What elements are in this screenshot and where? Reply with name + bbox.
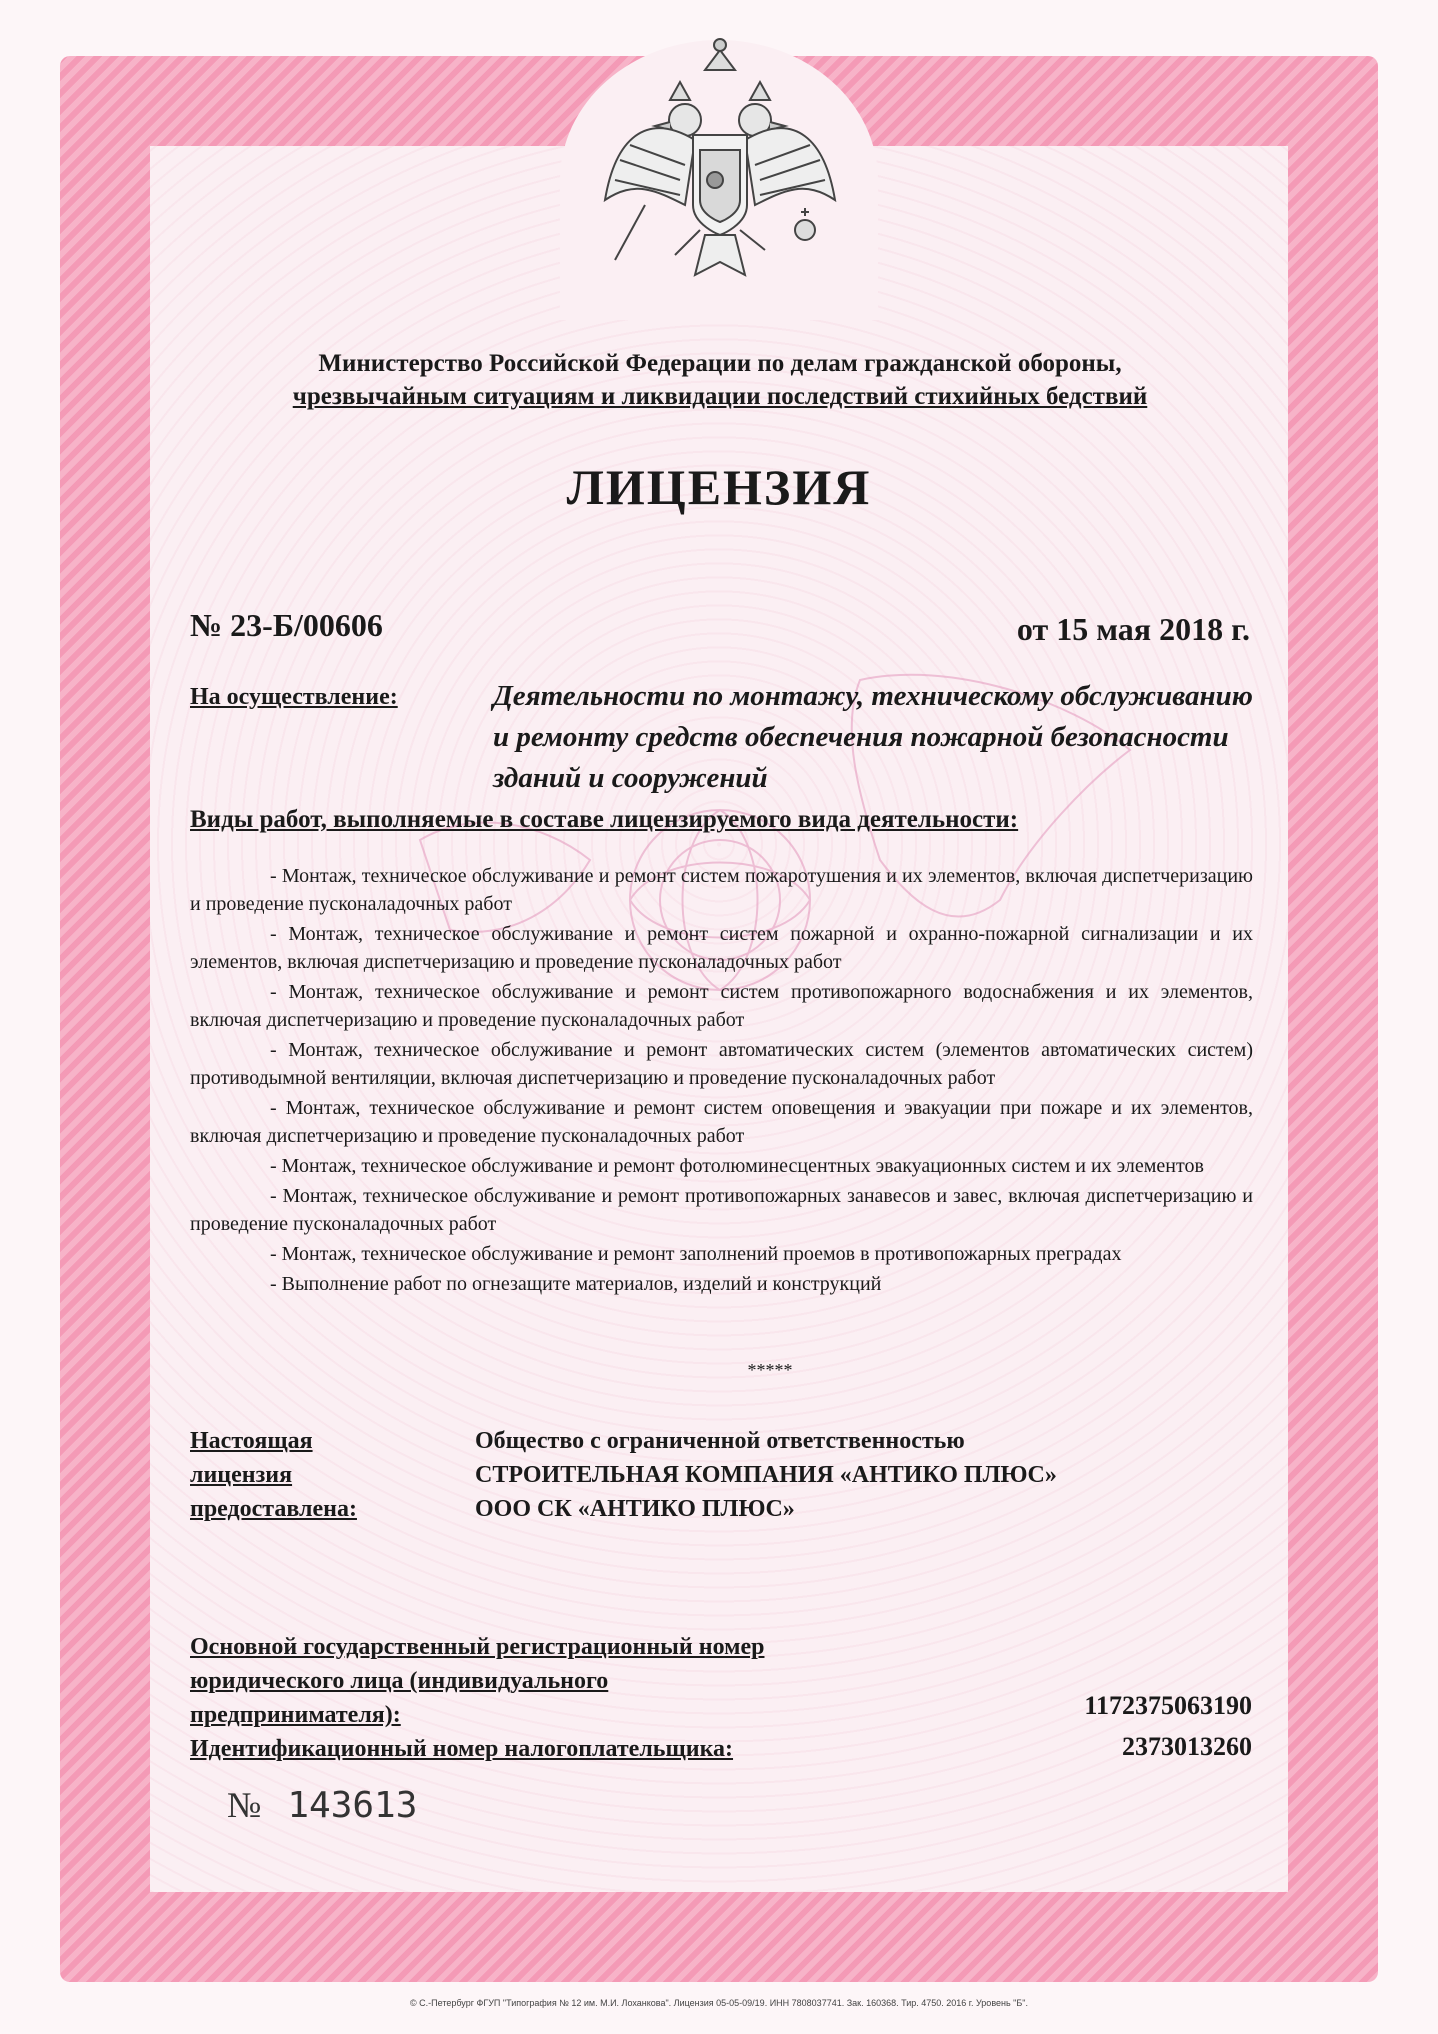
work-item: - Монтаж, техническое обслуживание и ремонт противопожарных занавесов и завес, включая диспетчеризацию и проведение пусконаладочных работ xyxy=(190,1185,1253,1235)
inn-label: Идентификационный номер налогоплательщика: xyxy=(190,1736,734,1762)
purpose-text: Деятельности по монтажу, техническому обслуживанию и ремонту средств обеспечения пожарной безопасности зданий и сооружений xyxy=(493,680,1253,794)
blank-serial-number xyxy=(227,1784,417,1826)
company-line: СТРОИТЕЛЬНАЯ КОМПАНИЯ «АНТИКО ПЛЮС» xyxy=(475,1462,1057,1488)
work-item: - Монтаж, техническое обслуживание и ремонт систем оповещения и эвакуации при пожаре и их элементов, включая диспетчеризацию и проведение пусконаладочных работ xyxy=(190,1097,1253,1147)
company-name xyxy=(475,1424,1057,1526)
registration-labels xyxy=(190,1630,764,1766)
work-item: - Монтаж, техническое обслуживание и ремонт автоматических систем (элементов автоматических систем) противодымной вентиляции, включая диспетчеризацию и проведение пусконаладочных работ xyxy=(190,1039,1253,1089)
company-line: Общество с ограниченной ответственностью xyxy=(475,1428,965,1454)
granted-label xyxy=(190,1424,357,1526)
works-list xyxy=(190,862,1253,1300)
number-sign: № xyxy=(227,1785,262,1825)
printer-imprint: © С.-Петербург ФГУП "Типография № 12 им. М.И. Лоханкова". Лицензия 05-05-09/19. ИНН 7808037741. Зак. 160368. Тир. 4750. 2016 г. Уровень "Б". xyxy=(410,1998,1028,2008)
work-item: - Выполнение работ по огнезащите материалов, изделий и конструкций xyxy=(270,1273,882,1295)
purpose-label: На осуществление: xyxy=(190,684,398,710)
granted-label-line: предоставлена: xyxy=(190,1496,357,1522)
granted-label-line: лицензия xyxy=(190,1462,293,1488)
ogrn-label-line: юридического лица (индивидуального xyxy=(190,1668,609,1694)
license-number: № 23-Б/00606 xyxy=(190,607,383,643)
work-item: - Монтаж, техническое обслуживание и ремонт систем пожарной и охранно-пожарной сигнализации и их элементов, включая диспетчеризацию и проведение пусконаладочных работ xyxy=(190,923,1253,973)
inn-value: 2373013260 xyxy=(1122,1732,1252,1761)
granted-label-line: Настоящая xyxy=(190,1428,313,1454)
blank-serial-value: 143613 xyxy=(287,1785,418,1826)
coat-of-arms-icon xyxy=(575,30,865,300)
ministry-line-1: Министерство Российской Федерации по делам гражданской обороны, xyxy=(318,350,1122,377)
company-line: ООО СК «АНТИКО ПЛЮС» xyxy=(475,1496,795,1522)
ogrn-label-line: предпринимателя): xyxy=(190,1702,401,1728)
ministry-line-2: чрезвычайным ситуациям и ликвидации последствий стихийных бедствий xyxy=(292,383,1148,410)
document-title: ЛИЦЕНЗИЯ xyxy=(566,459,872,515)
license-date: от 15 мая 2018 г. xyxy=(1016,611,1250,647)
work-item: - Монтаж, техническое обслуживание и ремонт заполнений проемов в противопожарных преградах xyxy=(270,1243,1122,1265)
work-item: - Монтаж, техническое обслуживание и ремонт фотолюминесцентных эвакуационных систем и их элементов xyxy=(270,1155,1204,1177)
work-item: - Монтаж, техническое обслуживание и ремонт систем противопожарного водоснабжения и их элементов, включая диспетчеризацию и проведение пусконаладочных работ xyxy=(190,981,1253,1031)
separator-stars: ***** xyxy=(747,1360,793,1380)
work-item: - Монтаж, техническое обслуживание и ремонт систем пожаротушения и их элементов, включая диспетчеризацию и проведение пусконаладочных работ xyxy=(190,865,1253,915)
ministry-name xyxy=(190,347,1250,413)
ogrn-value: 1172375063190 xyxy=(1084,1691,1252,1720)
ogrn-label-line: Основной государственный регистрационный номер xyxy=(190,1634,765,1660)
kinds-heading: Виды работ, выполняемые в составе лицензируемого вида деятельности: xyxy=(190,806,1019,833)
